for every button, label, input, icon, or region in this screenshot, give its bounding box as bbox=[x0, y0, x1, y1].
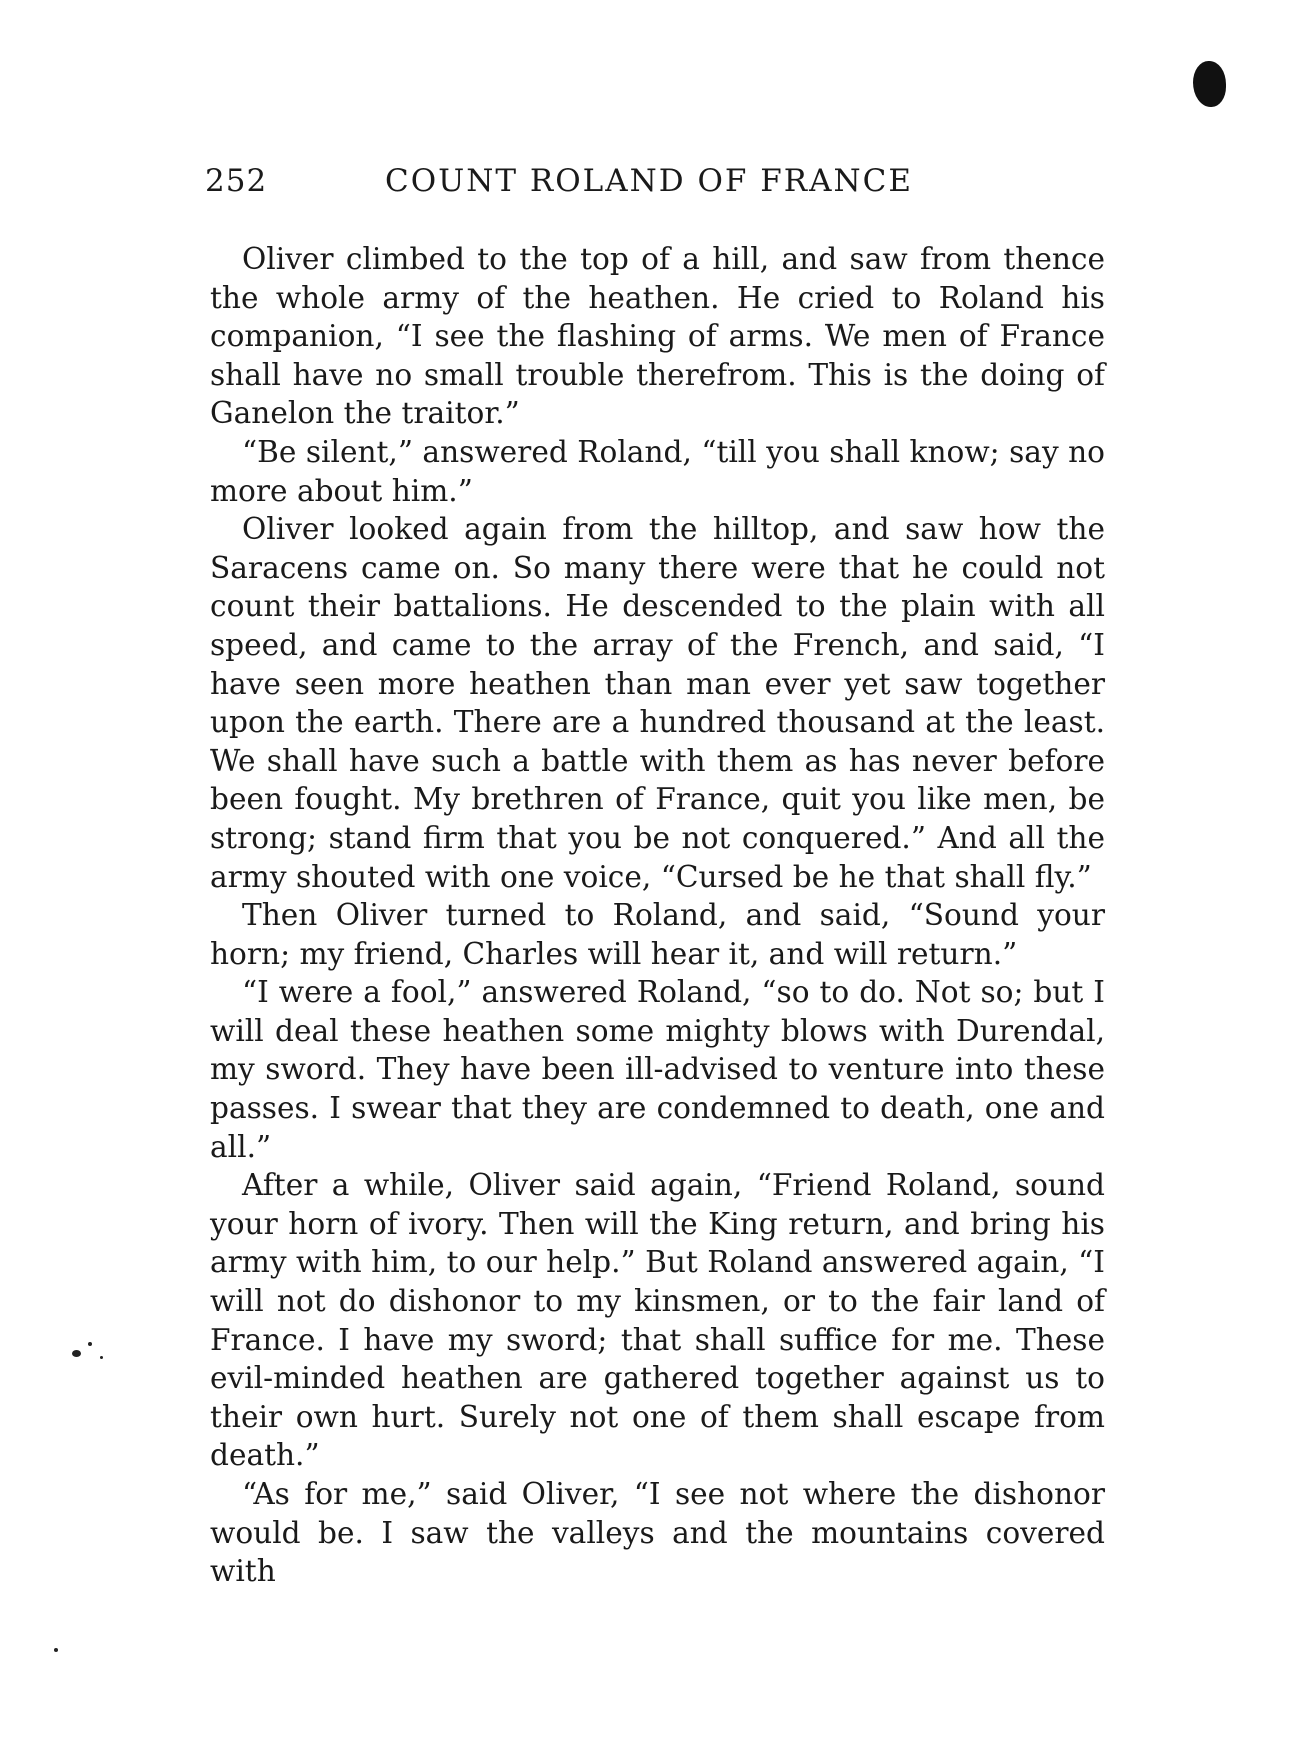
body-text bbox=[210, 240, 1105, 1591]
paragraph: Oliver looked again from the hilltop, and saw how the Saracens came on. So many there were that he could not count their battalions. He descended to the plain with all speed, and came to the array of the French, and said, “I have seen more heathen than man ever yet saw together upon the earth. There are a hundred thousand at the least. We shall have such a battle with them as has never before been fought. My brethren of France, quit you like men, be strong; stand firm that you be not conquered.” And all the army shouted with one voice, “Cursed be he that shall fly.” bbox=[210, 512, 1105, 894]
paper-speck bbox=[72, 1350, 81, 1357]
paragraph: “I were a fool,” answered Roland, “so to do. Not so; but I will deal these heathen some mighty blows with Durendal, my sword. They have been ill-advised to venture into these passes. I swear that they are condemned to death, one and all.” bbox=[210, 975, 1105, 1164]
paper-speck bbox=[54, 1648, 58, 1652]
paragraph: Then Oliver turned to Roland, and said, “Sound your horn; my friend, Charles will hear it, and will return.” bbox=[210, 898, 1105, 971]
running-head: COUNT ROLAND OF FRANCE bbox=[385, 163, 913, 199]
page-number: 252 bbox=[205, 163, 268, 199]
paragraph: Oliver climbed to the top of a hill, and saw from thence the whole army of the heathen. He cried to Roland his companion, “I see the flashing of arms. We men of France shall have no small trouble therefrom. This is the doing of Ganelon the traitor.” bbox=[210, 242, 1105, 431]
paragraph: “Be silent,” answered Roland, “till you shall know; say no more about him.” bbox=[210, 434, 1105, 508]
paragraph: “As for me,” said Oliver, “I see not where the dishonor would be. I saw the valleys and the mountains covered with bbox=[210, 1477, 1105, 1589]
paper-speck bbox=[100, 1356, 103, 1359]
paragraph: After a while, Oliver said again, “Friend Roland, sound your horn of ivory. Then will the King return, and bring his army with him, to our help.” But Roland answered again, “I will not do dishonor to my kinsmen, or to the fair land of France. I have my sword; that shall suffice for me. These evil-minded heathen are gathered together against us to their own hurt. Surely not one of them shall escape from death.” bbox=[210, 1168, 1105, 1473]
ink-blot bbox=[1193, 61, 1226, 107]
paper-speck bbox=[88, 1342, 92, 1346]
